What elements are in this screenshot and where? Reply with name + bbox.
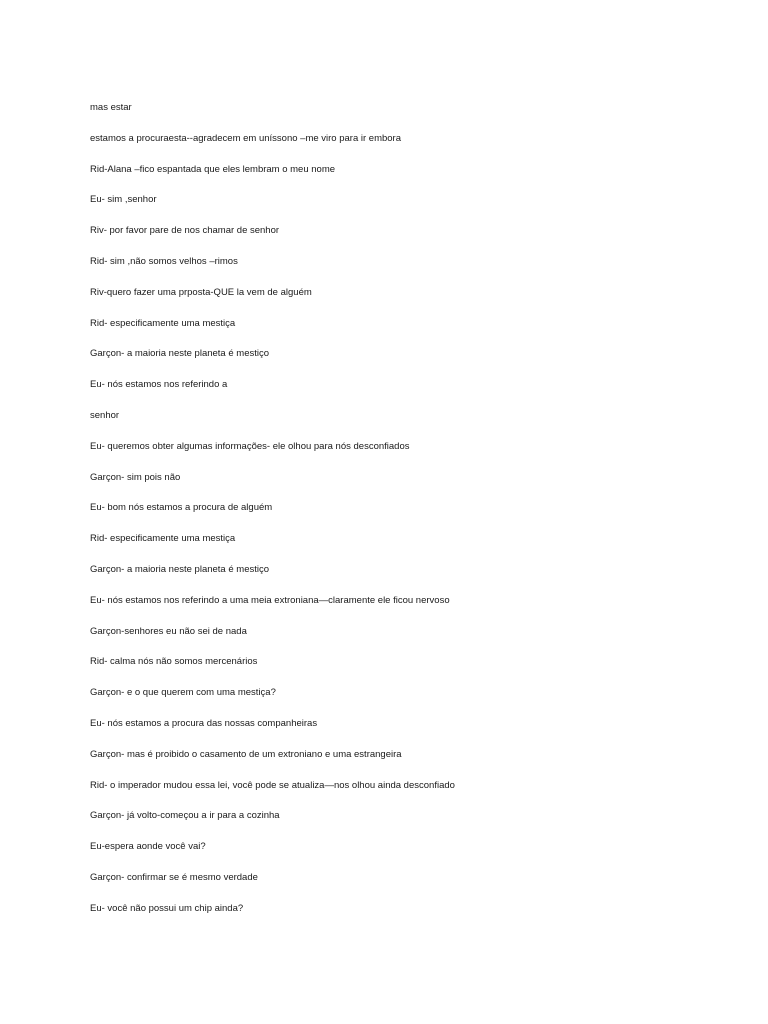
text-line: Rid- especificamente uma mestiça [90,533,236,545]
text-line: Rid- sim ,não somos velhos –rimos [90,255,238,267]
text-line: senhor [90,409,120,421]
text-line: Rid- o imperador mudou essa lei, você pode se atualiza—nos olhou ainda desconfiado [90,779,455,791]
text-line: Garçon-senhores eu não sei de nada [90,625,247,637]
text-line: Eu- você não possui um chip ainda? [90,902,244,914]
text-line: Eu- nós estamos a procura das nossas companheiras [90,717,318,729]
text-line: Rid-Alana –fico espantada que eles lembram o meu nome [90,163,336,175]
document-body [90,103,730,935]
text-line: Riv- por favor pare de nos chamar de senhor [90,225,280,237]
text-line: Riv-quero fazer uma prposta-QUE la vem de alguém [90,286,312,298]
text-line: Garçon- a maioria neste planeta é mestiço [90,348,270,360]
text-line: Eu- bom nós estamos a procura de alguém [90,502,273,514]
text-line: Garçon- já volto-começou a ir para a cozinha [90,810,280,822]
text-line: Garçon- mas é proibido o casamento de um extroniano e uma estrangeira [90,748,402,760]
text-line: Eu- nós estamos nos referindo a [90,379,228,391]
text-line: Rid- calma nós não somos mercenários [90,656,258,668]
text-line: Garçon- sim pois não [90,471,181,483]
text-line: Rid- especificamente uma mestiça [90,317,236,329]
text-line: mas estar [90,102,132,113]
text-line: Eu- queremos obter algumas informações- ele olhou para nós desconfiados [90,440,410,452]
text-line: Garçon- a maioria neste planeta é mestiço [90,563,270,575]
text-line: estamos a procuraesta--agradecem em uníssono –me viro para ir embora [90,132,402,144]
text-line: Eu- nós estamos nos referindo a uma meia extroniana—claramente ele ficou nervoso [90,594,450,606]
text-line: Eu- sim ,senhor [90,194,157,206]
text-line: Eu-espera aonde você vai? [90,841,206,853]
text-line: Garçon- confirmar se é mesmo verdade [90,871,258,883]
text-line: Garçon- e o que querem com uma mestiça? [90,687,276,699]
